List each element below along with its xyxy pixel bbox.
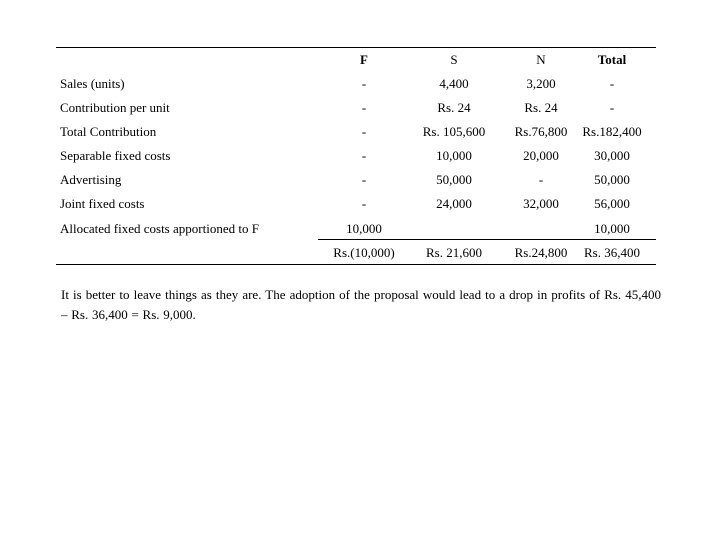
cell-tc-f: -	[361, 124, 367, 139]
row-label-separable-fixed-costs: Separable fixed costs	[60, 148, 171, 163]
cell-sales-s: 4,400	[439, 76, 469, 91]
cell-jfc-total: 56,000	[594, 196, 630, 211]
cell-afc-total: 10,000	[594, 221, 630, 236]
cell-sfc-s: 10,000	[436, 148, 472, 163]
header-n: N	[536, 52, 546, 67]
cell-tc-s: Rs. 105,600	[422, 124, 486, 139]
cell-cpu-f: -	[361, 100, 367, 115]
cell-jfc-f: -	[361, 196, 367, 211]
row-label-joint-fixed-costs: Joint fixed costs	[60, 196, 145, 211]
cell-jfc-n: 32,000	[523, 196, 559, 211]
cell-sales-total: -	[609, 76, 615, 91]
row-label-advertising: Advertising	[60, 172, 122, 187]
row-label-sales-units: Sales (units)	[60, 76, 125, 91]
cell-adv-n: -	[538, 172, 544, 187]
cell-adv-total: 50,000	[594, 172, 630, 187]
cell-jfc-s: 24,000	[436, 196, 472, 211]
cell-tc-n: Rs.76,800	[514, 124, 568, 139]
header-f: F	[360, 52, 368, 67]
cell-cpu-s: Rs. 24	[437, 100, 471, 115]
cell-result-n: Rs.24,800	[514, 245, 568, 260]
cell-cpu-total: -	[609, 100, 615, 115]
cell-afc-f: 10,000	[346, 221, 382, 236]
header-s: S	[450, 52, 458, 67]
cell-sales-n: 3,200	[526, 76, 556, 91]
table-top-rule	[56, 47, 656, 48]
cell-result-total: Rs. 36,400	[584, 245, 640, 260]
cell-adv-f: -	[361, 172, 367, 187]
cell-result-f: Rs.(10,000)	[333, 245, 395, 260]
cell-adv-s: 50,000	[436, 172, 472, 187]
cell-sfc-total: 30,000	[594, 148, 630, 163]
subtotal-rule	[318, 239, 656, 240]
cell-sfc-f: -	[361, 148, 367, 163]
cell-sfc-n: 20,000	[523, 148, 559, 163]
row-label-contribution-per-unit: Contribution per unit	[60, 100, 170, 115]
table-bottom-rule	[56, 264, 656, 265]
cell-sales-f: -	[361, 76, 367, 91]
conclusion-paragraph: It is better to leave things as they are. The adoption of the proposal would lead to a drop in profits of Rs. 45,400 – Rs. 36,400 = Rs. 9,000.	[61, 287, 661, 322]
row-label-total-contribution: Total Contribution	[60, 124, 157, 139]
cell-cpu-n: Rs. 24	[524, 100, 558, 115]
header-total: Total	[597, 52, 627, 67]
row-label-allocated-fixed-costs: Allocated fixed costs apportioned to F	[60, 221, 259, 236]
cell-tc-total: Rs.182,400	[582, 124, 642, 139]
cell-result-s: Rs. 21,600	[426, 245, 482, 260]
